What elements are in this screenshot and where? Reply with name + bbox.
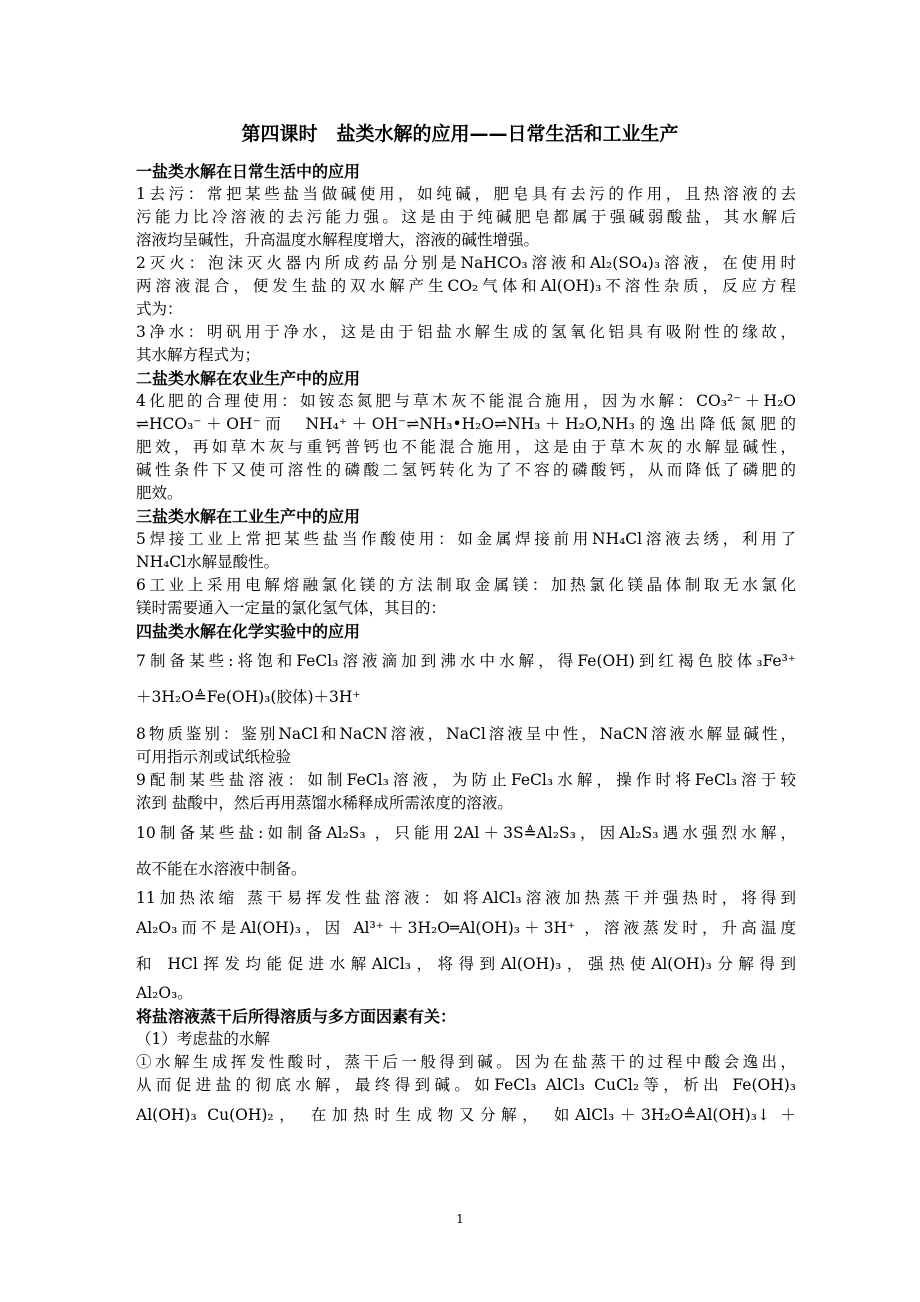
text-line: 7制备某些:将饱和FeCl₃溶液滴加到沸水中水解，得Fe(OH)到红褐色胶体₃Fe³⁺ bbox=[136, 652, 796, 670]
text-line: NH₄Cl水解显酸性。 bbox=[136, 553, 280, 571]
text-line: 5焊接工业上常把某些盐当作酸使用：如金属焊接前用NH₄Cl溶液去绣，利用了 bbox=[136, 530, 796, 548]
text-line: 3净水：明矾用于净水，这是由于铝盐水解生成的氢氧化铝具有吸附性的缘故， bbox=[136, 323, 796, 341]
text-line: 浓到 盐酸中，然后再用蒸馏水稀释成所需浓度的溶液。 bbox=[136, 794, 513, 812]
text-line: 1去污：常把某些盐当做碱使用，如纯碱，肥皂具有去污的作用，且热溶液的去 bbox=[136, 185, 796, 203]
text-line: 肥效，再如草木灰与重钙普钙也不能混合施用，这是由于草木灰的水解显碱性， bbox=[136, 438, 796, 456]
text-line: 可用指示剂或试纸检验 bbox=[136, 748, 292, 766]
section-heading: 三盐类水解在工业生产中的应用 bbox=[136, 507, 361, 526]
text-line: 镁时需要通入一定量的氯化氢气体，其目的： bbox=[136, 599, 447, 617]
text-line: 溶液均呈碱性，升高温度水解程度增大，溶液的碱性增强。 bbox=[136, 231, 540, 249]
section-heading: 四盐类水解在化学实验中的应用 bbox=[136, 622, 361, 641]
text-line: 10制备某些盐:如制备Al₂S₃ ，只能用2Al＋3S≜Al₂S₃，因Al₂S₃遇水强烈水解， bbox=[136, 824, 796, 842]
section-heading: 一盐类水解在日常生活中的应用 bbox=[136, 162, 361, 181]
text-line: ①水解生成挥发性酸时，蒸干后一般得到碱。因为在盐蒸干的过程中酸会逸出， bbox=[136, 1053, 796, 1071]
text-line: 污能力比冷溶液的去污能力强。这是由于纯碱肥皂都属于强碱弱酸盐，其水解后 bbox=[136, 208, 796, 226]
text-line: 9配制某些盐溶液：如制FeCl₃溶液，为防止FeCl₃水解，操作时将FeCl₃溶于较 bbox=[136, 771, 796, 789]
text-line: Al(OH)₃ Cu(OH)₂， 在加热时生成物又分解， 如AlCl₃＋3H₂O≜Al(OH)₃↓ ＋ bbox=[136, 1106, 796, 1124]
text-line: Al₂O₃。 bbox=[136, 984, 193, 1002]
text-line: ＋3H₂O≜Fe(OH)₃(胶体)＋3H⁺ bbox=[136, 688, 361, 706]
text-line: 肥效。 bbox=[136, 484, 183, 502]
section-heading: 二盐类水解在农业生产中的应用 bbox=[136, 369, 361, 388]
text-line: （1）考虑盐的水解 bbox=[136, 1030, 270, 1048]
text-line: Al₂O₃而不是Al(OH)₃，因 Al³⁺＋3H₂O═Al(OH)₃＋3H⁺ ，溶液蒸发时，升高温度 bbox=[136, 919, 796, 937]
text-line: ⇌HCO₃⁻＋OH⁻而 NH₄⁺＋OH⁻⇌NH₃•H₂O⇌NH₃＋H₂O,NH₃的逸出降低氮肥的 bbox=[136, 415, 796, 433]
text-line: 6工业上采用电解熔融氯化镁的方法制取金属镁：加热氯化镁晶体制取无水氯化 bbox=[136, 576, 796, 594]
section-heading: 将盐溶液蒸干后所得溶质与多方面因素有关： bbox=[136, 1007, 457, 1026]
text-line: 2灭火：泡沫灭火器内所成药品分别是NaHCO₃溶液和Al₂(SO₄)₃溶液，在使用时 bbox=[136, 254, 796, 272]
text-line: 其水解方程式为； bbox=[136, 346, 261, 364]
text-line: 和 HCl挥发均能促进水解AlCl₃，将得到Al(OH)₃，强热使Al(OH)₃分解得到 bbox=[136, 955, 796, 973]
text-line: 8物质鉴别：鉴别NaCl和NaCN溶液，NaCl溶液呈中性，NaCN溶液水解显碱性， bbox=[136, 725, 796, 743]
document-body bbox=[136, 160, 796, 1133]
text-line: 碱性条件下又使可溶性的磷酸二氢钙转化为了不容的磷酸钙，从而降低了磷肥的 bbox=[136, 461, 796, 479]
text-line: 11加热浓缩 蒸干易挥发性盐溶液：如将AlCl₃溶液加热蒸干并强热时，将得到 bbox=[136, 889, 796, 907]
text-line: 故不能在水溶液中制备。 bbox=[136, 860, 307, 878]
text-line: 式为： bbox=[136, 300, 183, 318]
text-line: 从而促进盐的彻底水解，最终得到碱。如FeCl₃ AlCl₃ CuCl₂等，析出 Fe(OH)₃ bbox=[136, 1076, 796, 1094]
page-number: 1 bbox=[456, 1212, 464, 1226]
text-line: 两溶液混合，便发生盐的双水解产生CO₂气体和Al(OH)₃不溶性杂质，反应方程 bbox=[136, 277, 796, 295]
text-line: 4化肥的合理使用：如铵态氮肥与草木灰不能混合施用，因为水解：CO₃²⁻＋H₂O bbox=[136, 392, 796, 410]
page-title: 第四课时 盐类水解的应用——日常生活和工业生产 bbox=[241, 123, 679, 145]
